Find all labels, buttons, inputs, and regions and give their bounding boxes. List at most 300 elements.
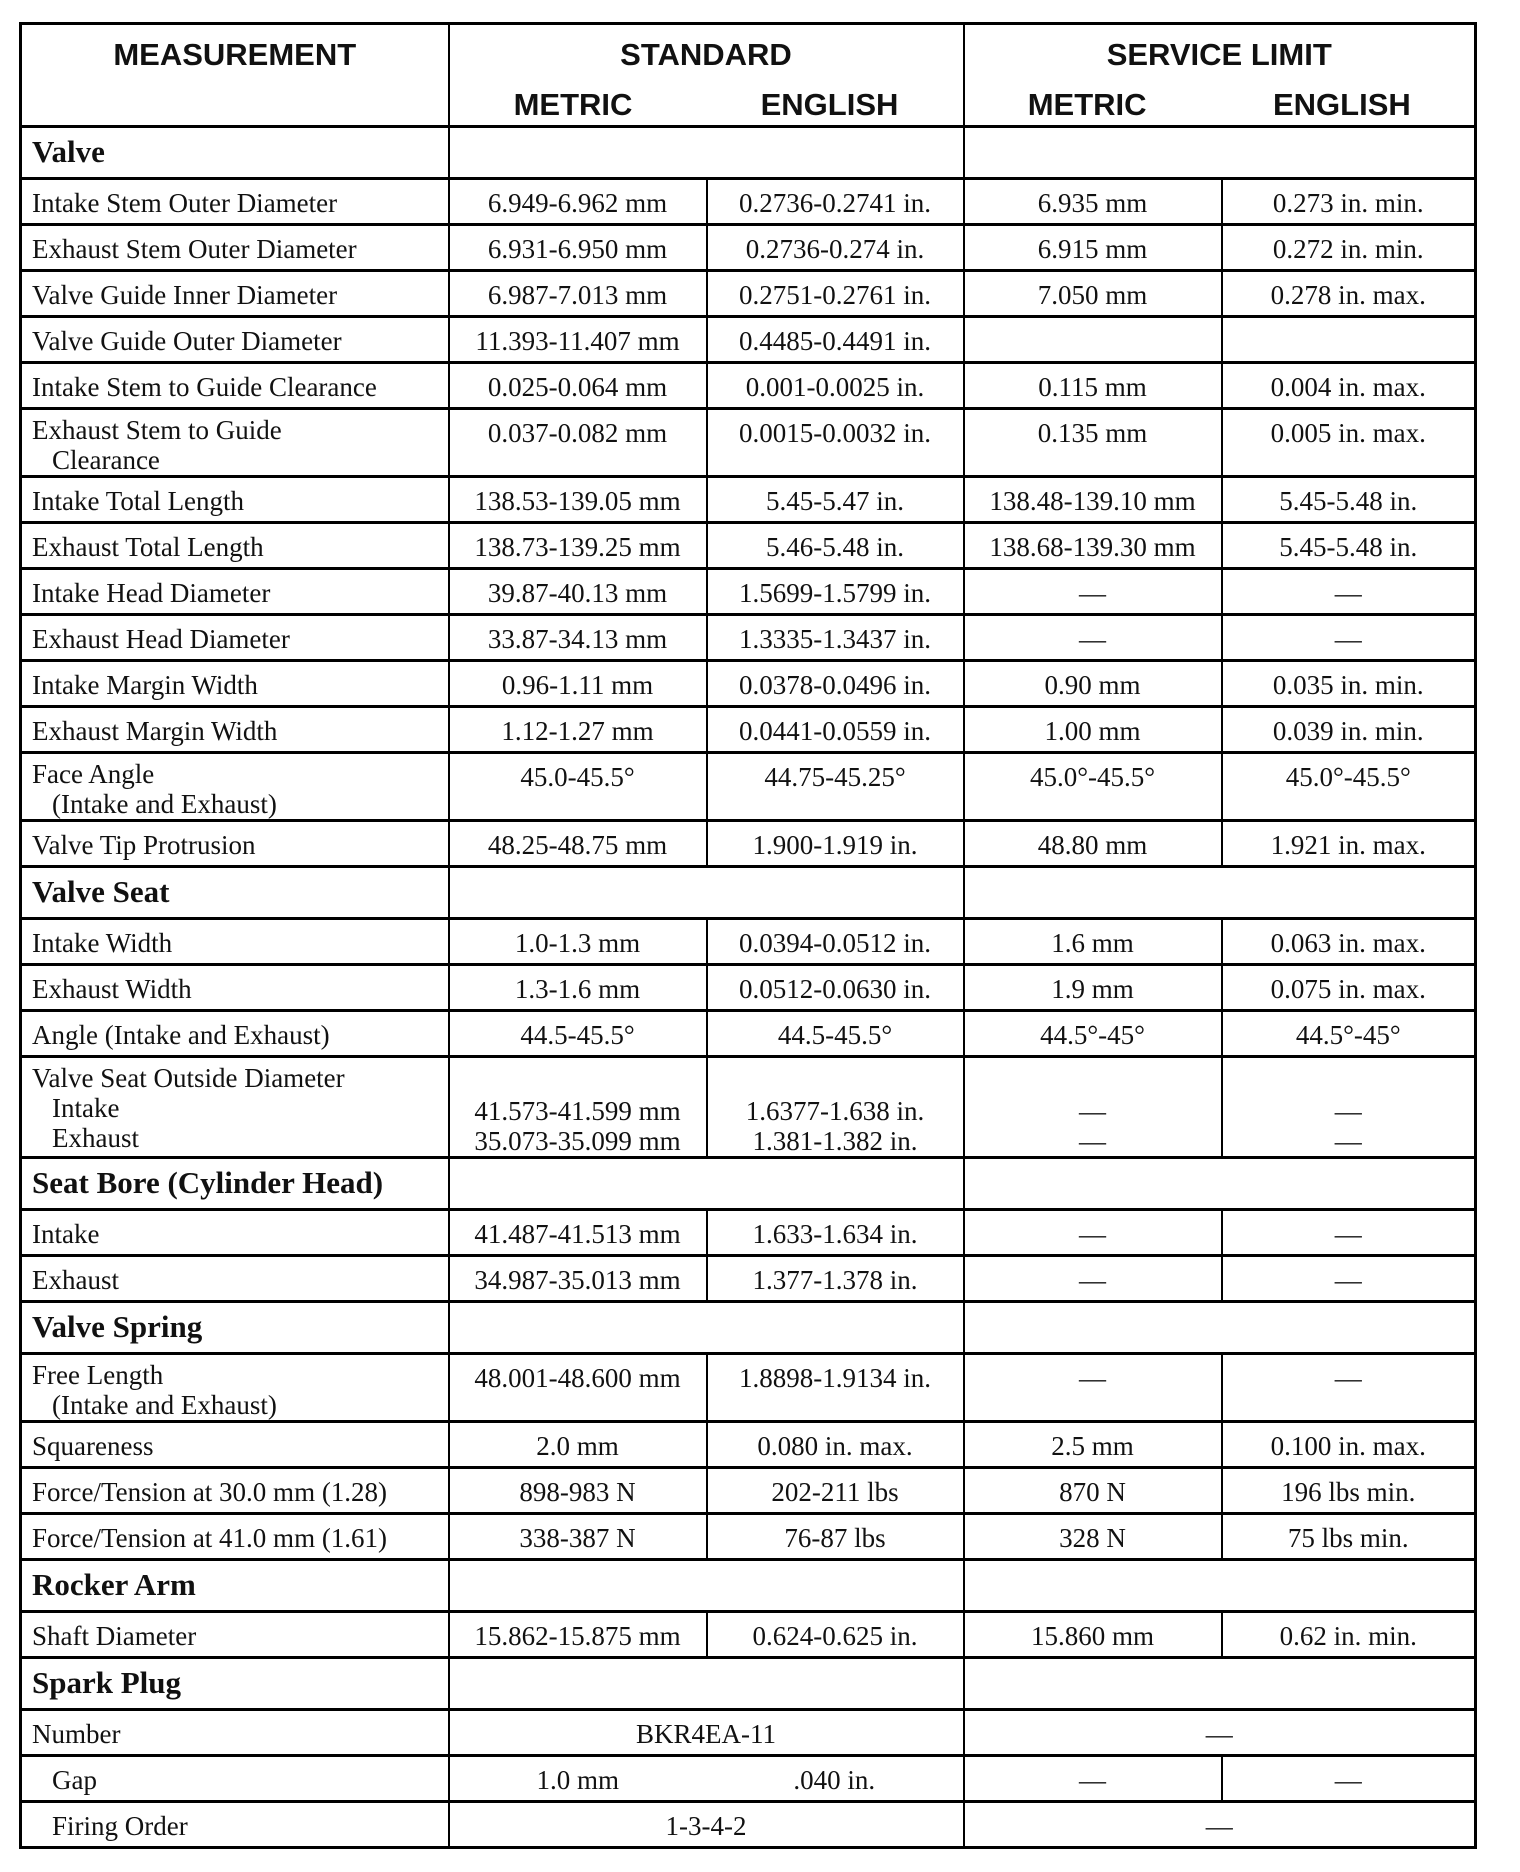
measurement-sublabel: Clearance xyxy=(52,445,160,475)
measurement-label: Spark Plug xyxy=(32,1665,182,1700)
standard-metric-cell xyxy=(449,919,707,965)
table-row xyxy=(21,1612,1476,1658)
measurement-label: Force/Tension at 41.0 mm (1.61) xyxy=(32,1523,388,1553)
limit-metric-cell xyxy=(964,1422,1222,1468)
limit-english-value: 1.921 in. max. xyxy=(1270,830,1426,860)
service-limit-value: — xyxy=(1205,1719,1233,1749)
standard-value: 1-3-4-2 xyxy=(665,1811,747,1841)
table-row xyxy=(21,179,1476,225)
limit-english-value: 196 lbs min. xyxy=(1281,1477,1416,1507)
standard-english-cell xyxy=(707,523,964,569)
standard-metric-cell xyxy=(449,661,707,707)
limit-metric-value: — xyxy=(1079,1265,1106,1295)
measurement-cell xyxy=(21,225,449,271)
standard-english-cell xyxy=(707,919,964,965)
table-row xyxy=(21,919,1476,965)
measurement-label: Intake Margin Width xyxy=(32,670,258,700)
standard-english-value: 1.377-1.378 in. xyxy=(752,1265,918,1295)
measurement-label: Valve xyxy=(32,134,105,169)
limit-english-value: 45.0°-45.5° xyxy=(1285,762,1411,792)
standard-metric-cell xyxy=(449,1210,707,1256)
standard-english-value: 0.0512-0.0630 in. xyxy=(739,974,931,1004)
measurement-cell xyxy=(21,1612,449,1658)
standard-metric-cell xyxy=(449,821,707,867)
limit-metric-cell xyxy=(964,1468,1222,1514)
limit-metric-value: — xyxy=(1079,1219,1106,1249)
standard-metric-value: 6.931-6.950 mm xyxy=(487,234,668,264)
measurement-label: Exhaust Width xyxy=(32,974,192,1004)
standard-metric-cell xyxy=(449,409,707,477)
limit-metric-cell xyxy=(964,1612,1222,1658)
standard-metric-value: 48.25-48.75 mm xyxy=(487,830,668,860)
standard-english-value: 0.080 in. max. xyxy=(757,1431,913,1461)
standard-metric-value: 34.987-35.013 mm xyxy=(474,1265,681,1295)
standard-english-cell xyxy=(707,363,964,409)
table-row xyxy=(21,1514,1476,1560)
limit-english-value: — xyxy=(1334,1096,1362,1126)
measurement-sublabel: (Intake and Exhaust) xyxy=(52,789,277,819)
limit-english-cell xyxy=(1222,707,1476,753)
limit-metric-value: 0.135 mm xyxy=(1037,418,1148,448)
limit-metric-cell xyxy=(964,1756,1222,1802)
service-limit-empty-cell xyxy=(964,1560,1476,1612)
standard-english-value: 0.0378-0.0496 in. xyxy=(739,670,931,700)
table-row xyxy=(21,1057,1476,1158)
standard-metric-value: 0.96-1.11 mm xyxy=(501,670,654,700)
limit-metric-value: 138.68-139.30 mm xyxy=(989,532,1196,562)
limit-english-cell xyxy=(1222,753,1476,821)
measurement-label: Angle (Intake and Exhaust) xyxy=(32,1020,330,1050)
limit-english-value: 0.005 in. max. xyxy=(1270,418,1426,448)
measurement-label: Valve Seat Outside Diameter xyxy=(32,1063,345,1093)
standard-english-cell xyxy=(707,1057,964,1158)
standard-empty-cell xyxy=(449,1158,964,1210)
limit-metric-value: — xyxy=(1079,1363,1106,1393)
table-row xyxy=(21,477,1476,523)
limit-english-cell xyxy=(1222,821,1476,867)
standard-english-cell xyxy=(707,1612,964,1658)
measurement-label: Valve Guide Inner Diameter xyxy=(32,280,338,310)
standard-metric-value: 15.862-15.875 mm xyxy=(474,1621,681,1651)
limit-english-value: — xyxy=(1334,1363,1362,1393)
limit-english-cell xyxy=(1222,225,1476,271)
limit-metric-value: 2.5 mm xyxy=(1051,1431,1134,1461)
table-row xyxy=(21,363,1476,409)
limit-english-cell xyxy=(1222,1354,1476,1422)
limit-english-value: — xyxy=(1334,624,1362,654)
limit-metric-value: 1.9 mm xyxy=(1051,974,1134,1004)
standard-metric-cell xyxy=(449,707,707,753)
measurement-cell xyxy=(21,661,449,707)
limit-metric-cell xyxy=(964,707,1222,753)
standard-english-value: 0.2736-0.2741 in. xyxy=(739,188,931,218)
standard-english-cell xyxy=(707,821,964,867)
measurement-label: Gap xyxy=(52,1765,97,1795)
standard-english-cell xyxy=(707,615,964,661)
standard-empty-cell xyxy=(449,1560,964,1612)
standard-value-cell xyxy=(449,1710,964,1756)
limit-english-cell xyxy=(1222,1011,1476,1057)
standard-english-value: 1.381-1.382 in. xyxy=(752,1126,918,1156)
standard-metric-header: METRIC xyxy=(513,87,633,122)
standard-metric-value: 35.073-35.099 mm xyxy=(474,1126,681,1156)
measurement-label: Rocker Arm xyxy=(32,1567,196,1602)
standard-english-cell xyxy=(707,569,964,615)
standard-english-value: 1.3335-1.3437 in. xyxy=(739,624,931,654)
limit-english-cell xyxy=(1222,1756,1476,1802)
service-limit-empty-cell xyxy=(964,867,1476,919)
limit-metric-value: 0.115 mm xyxy=(1038,372,1147,402)
standard-english-value: .040 in. xyxy=(793,1765,876,1795)
standard-english-cell xyxy=(707,661,964,707)
limit-metric-cell xyxy=(964,225,1222,271)
table-body xyxy=(21,127,1476,1848)
measurement-label: Intake Width xyxy=(32,928,173,958)
service-limit-empty-cell xyxy=(964,127,1476,179)
limit-metric-cell xyxy=(964,363,1222,409)
limit-english-cell xyxy=(1222,919,1476,965)
measurement-cell xyxy=(21,1422,449,1468)
standard-metric-value: 1.0-1.3 mm xyxy=(514,928,641,958)
measurement-cell xyxy=(21,615,449,661)
standard-metric-cell xyxy=(449,1422,707,1468)
limit-english-value: 5.45-5.48 in. xyxy=(1279,532,1418,562)
standard-english-value: 0.001-0.0025 in. xyxy=(745,372,925,402)
measurement-header xyxy=(21,24,449,127)
standard-metric-value: 1.0 mm xyxy=(536,1765,619,1795)
limit-metric-cell xyxy=(964,523,1222,569)
measurement-sublabel: Exhaust xyxy=(52,1123,139,1153)
standard-english-header: ENGLISH xyxy=(760,87,899,122)
section-row xyxy=(21,1658,1476,1710)
limit-metric-value: 6.935 mm xyxy=(1037,188,1148,218)
standard-english-cell xyxy=(707,409,964,477)
standard-english-value: 1.8898-1.9134 in. xyxy=(739,1363,931,1393)
measurement-cell xyxy=(21,1256,449,1302)
section-row xyxy=(21,1302,1476,1354)
table-row xyxy=(21,1354,1476,1422)
measurement-cell xyxy=(21,1560,449,1612)
limit-metric-value: 45.0°-45.5° xyxy=(1029,762,1156,792)
measurement-cell xyxy=(21,317,449,363)
limit-english-cell xyxy=(1222,569,1476,615)
standard-metric-value: 1.3-1.6 mm xyxy=(514,974,641,1004)
standard-english-value: 76-87 lbs xyxy=(784,1523,886,1553)
limit-metric-value: 1.00 mm xyxy=(1044,716,1141,746)
standard-metric-cell xyxy=(449,363,707,409)
limit-english-value: — xyxy=(1334,1219,1362,1249)
measurement-label: Exhaust Total Length xyxy=(32,532,264,562)
table-row xyxy=(21,1210,1476,1256)
measurement-label: Free Length xyxy=(32,1360,164,1390)
service-limit-empty-cell xyxy=(964,1302,1476,1354)
measurement-cell xyxy=(21,127,449,179)
limit-metric-value: 1.6 mm xyxy=(1051,928,1134,958)
standard-metric-cell xyxy=(449,477,707,523)
limit-metric-cell xyxy=(964,919,1222,965)
standard-english-cell xyxy=(707,1011,964,1057)
limit-metric-value: 870 N xyxy=(1059,1477,1126,1507)
limit-metric-value: — xyxy=(1079,1096,1106,1126)
limit-english-cell xyxy=(1222,477,1476,523)
limit-english-value: 0.100 in. max. xyxy=(1270,1431,1426,1461)
standard-english-cell xyxy=(707,1514,964,1560)
measurement-cell xyxy=(21,1354,449,1422)
limit-metric-cell xyxy=(964,753,1222,821)
limit-metric-value: 138.48-139.10 mm xyxy=(989,486,1196,516)
limit-english-cell xyxy=(1222,1514,1476,1560)
limit-english-value: — xyxy=(1334,578,1362,608)
standard-metric-value: 0.037-0.082 mm xyxy=(487,418,668,448)
measurement-sublabel: Intake xyxy=(52,1093,120,1123)
standard-header xyxy=(449,24,964,127)
limit-english-cell xyxy=(1222,661,1476,707)
standard-metric-value: 6.949-6.962 mm xyxy=(487,188,668,218)
section-row xyxy=(21,127,1476,179)
standard-english-value: 202-211 lbs xyxy=(771,1477,899,1507)
limit-metric-cell xyxy=(964,477,1222,523)
table-row xyxy=(21,409,1476,477)
limit-metric-value: — xyxy=(1079,1126,1106,1156)
standard-english-cell xyxy=(707,225,964,271)
measurement-header-label: MEASUREMENT xyxy=(113,37,357,72)
standard-metric-value: 11.393-11.407 mm xyxy=(475,326,680,356)
measurement-label: Intake Head Diameter xyxy=(32,578,271,608)
standard-metric-value: 138.53-139.05 mm xyxy=(474,486,681,516)
measurement-label: Face Angle xyxy=(32,759,155,789)
standard-english-value: 0.0015-0.0032 in. xyxy=(739,418,931,448)
limit-english-cell xyxy=(1222,1422,1476,1468)
measurement-label: Squareness xyxy=(32,1431,154,1461)
standard-metric-cell xyxy=(449,1468,707,1514)
standard-english-value: 0.2736-0.274 in. xyxy=(745,234,925,264)
measurement-cell xyxy=(21,1802,449,1848)
standard-metric-cell xyxy=(449,179,707,225)
measurement-cell xyxy=(21,753,449,821)
standard-metric-value: 1.12-1.27 mm xyxy=(501,716,654,746)
limit-metric-cell xyxy=(964,1210,1222,1256)
limit-english-value: — xyxy=(1334,1126,1362,1156)
standard-empty-cell xyxy=(449,127,964,179)
limit-metric-cell xyxy=(964,409,1222,477)
valve-specifications-table xyxy=(19,22,1477,1849)
limit-metric-value: 6.915 mm xyxy=(1037,234,1148,264)
limit-metric-cell xyxy=(964,317,1222,363)
limit-metric-header: METRIC xyxy=(1027,87,1147,122)
limit-english-cell xyxy=(1222,965,1476,1011)
limit-metric-cell xyxy=(964,965,1222,1011)
limit-english-cell xyxy=(1222,363,1476,409)
measurement-cell xyxy=(21,1756,449,1802)
standard-metric-cell xyxy=(449,225,707,271)
measurement-label: Exhaust Stem to Guide xyxy=(32,415,282,445)
limit-english-value: 0.039 in. min. xyxy=(1272,716,1424,746)
service-limit-value-cell xyxy=(964,1802,1476,1848)
standard-english-value: 5.45-5.47 in. xyxy=(766,486,904,516)
standard-english-cell xyxy=(707,707,964,753)
standard-english-value: 1.633-1.634 in. xyxy=(752,1219,918,1249)
measurement-sublabel: (Intake and Exhaust) xyxy=(52,1390,277,1420)
measurement-cell xyxy=(21,1011,449,1057)
table-row xyxy=(21,523,1476,569)
standard-english-cell xyxy=(707,1256,964,1302)
standard-metric-value: 898-983 N xyxy=(519,1477,636,1507)
limit-english-value: 0.278 in. max. xyxy=(1270,280,1426,310)
standard-metric-value: 48.001-48.600 mm xyxy=(474,1363,681,1393)
standard-metric-cell xyxy=(449,569,707,615)
measurement-label: Exhaust Head Diameter xyxy=(32,624,290,654)
table-row xyxy=(21,1802,1476,1848)
limit-english-cell xyxy=(1222,1612,1476,1658)
standard-metric-cell xyxy=(449,271,707,317)
limit-english-value: 75 lbs min. xyxy=(1287,1523,1409,1553)
measurement-cell xyxy=(21,271,449,317)
service-limit-value-cell xyxy=(964,1710,1476,1756)
limit-metric-cell xyxy=(964,1057,1222,1158)
standard-metric-cell xyxy=(449,1256,707,1302)
measurement-cell xyxy=(21,1514,449,1560)
measurement-cell xyxy=(21,1710,449,1756)
limit-english-value: 0.004 in. max. xyxy=(1270,372,1426,402)
table-row xyxy=(21,1422,1476,1468)
standard-english-cell xyxy=(707,477,964,523)
table-row xyxy=(21,661,1476,707)
standard-english-cell xyxy=(707,317,964,363)
measurement-label: Intake Total Length xyxy=(32,486,245,516)
standard-english-value: 0.0394-0.0512 in. xyxy=(739,928,931,958)
standard-metric-cell xyxy=(449,615,707,661)
standard-english-value: 0.2751-0.2761 in. xyxy=(739,280,931,310)
standard-english-cell xyxy=(707,1210,964,1256)
table-row xyxy=(21,569,1476,615)
measurement-cell xyxy=(21,179,449,225)
limit-english-cell xyxy=(1222,1210,1476,1256)
measurement-label: Seat Bore (Cylinder Head) xyxy=(32,1165,384,1200)
measurement-label: Force/Tension at 30.0 mm (1.28) xyxy=(32,1477,388,1507)
standard-metric-cell xyxy=(449,965,707,1011)
measurement-cell xyxy=(21,919,449,965)
measurement-cell xyxy=(21,867,449,919)
standard-english-value: 44.75-45.25° xyxy=(764,762,906,792)
measurement-label: Exhaust Stem Outer Diameter xyxy=(32,234,357,264)
limit-metric-value: 44.5°-45° xyxy=(1040,1020,1145,1050)
table-row xyxy=(21,225,1476,271)
measurement-cell xyxy=(21,569,449,615)
section-row xyxy=(21,867,1476,919)
standard-metric-value: 41.487-41.513 mm xyxy=(474,1219,681,1249)
limit-metric-value: 48.80 mm xyxy=(1037,830,1148,860)
standard-english-cell xyxy=(707,965,964,1011)
limit-english-header: ENGLISH xyxy=(1272,87,1411,122)
standard-header-label: STANDARD xyxy=(620,37,792,72)
standard-english-value: 5.46-5.48 in. xyxy=(766,532,904,562)
measurement-label: Shaft Diameter xyxy=(32,1621,197,1651)
limit-english-value: 5.45-5.48 in. xyxy=(1279,486,1418,516)
limit-metric-cell xyxy=(964,661,1222,707)
limit-english-value: 0.075 in. max. xyxy=(1270,974,1426,1004)
table-row xyxy=(21,1256,1476,1302)
table-row xyxy=(21,1468,1476,1514)
standard-english-value: 1.900-1.919 in. xyxy=(752,830,918,860)
limit-metric-cell xyxy=(964,1011,1222,1057)
standard-metric-value: 44.5-45.5° xyxy=(520,1020,635,1050)
table-row xyxy=(21,317,1476,363)
limit-english-cell xyxy=(1222,179,1476,225)
table-row xyxy=(21,965,1476,1011)
limit-english-value: 0.035 in. min. xyxy=(1272,670,1424,700)
limit-english-value: — xyxy=(1334,1765,1362,1795)
limit-metric-cell xyxy=(964,1354,1222,1422)
limit-english-cell xyxy=(1222,1256,1476,1302)
measurement-label: Exhaust xyxy=(32,1265,119,1295)
table-row xyxy=(21,1756,1476,1802)
measurement-cell xyxy=(21,1210,449,1256)
measurement-cell xyxy=(21,409,449,477)
limit-english-value: 0.063 in. max. xyxy=(1270,928,1426,958)
limit-english-cell xyxy=(1222,615,1476,661)
measurement-cell xyxy=(21,1057,449,1158)
standard-value-pair xyxy=(450,1765,963,1795)
measurement-label: Number xyxy=(32,1719,121,1749)
measurement-label: Valve Guide Outer Diameter xyxy=(32,326,342,356)
standard-metric-value: 45.0-45.5° xyxy=(520,762,635,792)
standard-empty-cell xyxy=(449,1658,964,1710)
limit-english-cell xyxy=(1222,1468,1476,1514)
table-row xyxy=(21,271,1476,317)
measurement-cell xyxy=(21,1468,449,1514)
measurement-cell xyxy=(21,1302,449,1354)
standard-metric-value: 6.987-7.013 mm xyxy=(487,280,668,310)
standard-metric-value: 41.573-41.599 mm xyxy=(474,1096,681,1126)
measurement-label: Valve Seat xyxy=(32,874,170,909)
standard-english-value: 0.0441-0.0559 in. xyxy=(739,716,931,746)
standard-metric-cell xyxy=(449,1514,707,1560)
limit-metric-cell xyxy=(964,615,1222,661)
limit-metric-value: 0.90 mm xyxy=(1044,670,1141,700)
limit-metric-cell xyxy=(964,569,1222,615)
limit-english-value: 0.62 in. min. xyxy=(1279,1621,1417,1651)
standard-metric-value: 138.73-139.25 mm xyxy=(474,532,681,562)
limit-english-cell xyxy=(1222,1057,1476,1158)
limit-english-cell xyxy=(1222,409,1476,477)
standard-empty-cell xyxy=(449,867,964,919)
standard-english-value: 0.624-0.625 in. xyxy=(752,1621,918,1651)
standard-value-cell xyxy=(449,1756,964,1802)
limit-english-cell xyxy=(1222,317,1476,363)
limit-metric-cell xyxy=(964,821,1222,867)
limit-metric-value: — xyxy=(1079,624,1106,654)
service-limit-header xyxy=(964,24,1476,127)
measurement-cell xyxy=(21,707,449,753)
table-row xyxy=(21,707,1476,753)
limit-metric-cell xyxy=(964,179,1222,225)
limit-metric-value: 7.050 mm xyxy=(1037,280,1148,310)
limit-metric-value: — xyxy=(1079,578,1106,608)
standard-english-cell xyxy=(707,753,964,821)
limit-english-cell xyxy=(1222,523,1476,569)
limit-metric-cell xyxy=(964,1514,1222,1560)
measurement-label: Intake Stem Outer Diameter xyxy=(32,188,338,218)
standard-metric-cell xyxy=(449,1612,707,1658)
standard-english-value: 1.5699-1.5799 in. xyxy=(739,578,931,608)
measurement-cell xyxy=(21,477,449,523)
measurement-cell xyxy=(21,523,449,569)
measurement-cell xyxy=(21,363,449,409)
service-limit-value: — xyxy=(1205,1811,1233,1841)
section-row xyxy=(21,1158,1476,1210)
measurement-label: Valve Tip Protrusion xyxy=(32,830,256,860)
limit-metric-cell xyxy=(964,271,1222,317)
